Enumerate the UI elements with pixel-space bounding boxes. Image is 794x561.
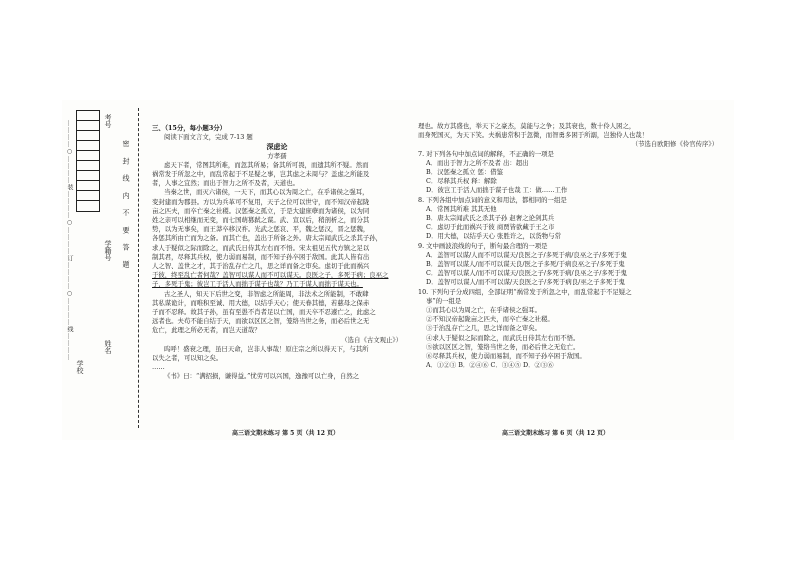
left-page-footer: 高三语文期末练习 第 5 页（共 12 页） [232, 430, 339, 437]
q10-item: ①而其心以为周之亡，在乎诸侯之强耳。 [426, 306, 542, 315]
passage-title: 深虑论 [266, 142, 288, 152]
seat-label: 学籍号 [104, 240, 112, 261]
q10-item: ④求人于疑似之际而除之，而武氏日侍其左右而不悟。 [426, 333, 580, 342]
passage-line-wavy: 于彼，终至乱亡者何哉？盖智可以谋人而不可以谋天。良医之子，多死于病；良巫之 [152, 271, 389, 280]
right-page-footer: 高三语文期末练习 第 6 页（共 12 页） [502, 430, 609, 437]
q10-item: ②不知汉帝起陇亩之匹夫，而卒亡秦之社稷。 [426, 315, 554, 324]
q10-item: ⑤欲以区区之智，笼络当世之务，而必后世之无危亡。 [426, 342, 580, 351]
binding-margin [62, 100, 150, 440]
q10-item: ③于治乱存亡之几，思之详而备之审矣。 [426, 324, 542, 333]
q8-option-d: D．用大德，以结乎天心 张胜许之，以货物与常 [426, 232, 561, 241]
q10-stem-cont: 事”的一组是 [426, 296, 462, 305]
passage2-line: 《书》曰：“满招损，谦得益。”忧劳可以兴国，逸豫可以亡身，自然之 [164, 372, 360, 381]
q8-option-b: B．唐太宗闻武氏之杀其子孙 赵奢之论剑其兵 [426, 214, 555, 223]
q9-option-b: B．盖智可以谋人/而不可以谋天良/医之子多死/于病良巫之子/多死于鬼 [426, 260, 625, 269]
passage2-line: 以失之者，可以知之矣。 [152, 354, 223, 363]
q7-option-a: A．而出于智力之所不及者 出：超出 [426, 158, 529, 167]
exam-number-boxes [76, 110, 100, 212]
cut-line: …………○…………装…………○…………订…………○…………线………… [66, 120, 73, 361]
q9-stem: 9. 文中画波浪线的句子，断句最合理的一项是 [418, 241, 548, 250]
passage2-line: 理也。故方其盛也，举天下之豪杰，莫能与之争；及其衰也，数十伶人困之， [418, 122, 636, 130]
passage-line: 亩之匹夫，而卒亡秦之社稷。汉惩秦之孤立，于是大建庶孽而为诸侯，以为同 [152, 206, 370, 215]
school-label: 学校 [76, 360, 84, 374]
q7-stem: 7. 对下列各句中加点词的解释，不正确的一项是 [418, 149, 554, 158]
passage-line: 者，人事之宜然；而出于智力之所不及者，天道也。 [152, 179, 299, 188]
left-page [152, 124, 402, 382]
passage-line: 各惩其所由亡而为之备。而其亡也，盖出于所备之外。唐太宗闻武氏之杀其子孙， [152, 234, 383, 243]
passage-line: 祸常发于所忽之中，而乱常起于不足疑之事，岂其虑之未周与？盖虑之所能及 [152, 170, 370, 179]
q7-option-d: D．彼岂工于活人而拙于谋子也哉 工：做……工作 [426, 186, 568, 195]
right-page [418, 122, 718, 370]
q10-item: ⑥尽释其兵权，使力弱而易制，而不知子孙卒困于敌国。 [426, 352, 586, 361]
fold-line [138, 108, 139, 428]
passage2-source: （节选自欧阳修《伶官传序》） [631, 140, 718, 149]
passage-line: 子而不忍释。故其子孙，虽有至愚不肖者足以亡国，而天卒不忍遽亡之，此虑之 [152, 308, 376, 317]
passage-source: （选自《古文观止》） [341, 335, 402, 344]
seal-notice: 密 封 线 内 不 要 答 题 [122, 140, 130, 272]
passage-line: 求人于疑似之际而除之，而武氏日侍其左右而不悟。宋太祖见五代方镇之足以 [152, 243, 370, 252]
passage-line: 姓之亲可以相继而无变，而七国萌篡弑之谋。武、宣以后，稍剖析之，而分其 [152, 216, 370, 225]
passage2-ellipsis: …… [152, 363, 165, 372]
q10-answers: A．①②③ B．②④⑥ C．③④⑤ D．②③⑥ [426, 361, 554, 370]
passage-line-wavy: 子，多死于鬼；彼岂工于活人而拙于谋子也哉？乃工于谋人而拙于谋天也。 [152, 280, 363, 289]
passage-line: 当秦之世，而灭六诸侯，一天下，而其心以为周之亡，在乎诸侯之强耳， [164, 188, 369, 197]
passage-author: 方孝孺 [267, 151, 287, 160]
q8-option-c: C．虑切于此而祸兴于彼 商贾皆欲藏于王之市 [426, 223, 555, 232]
q9-option-d: D．盖智可以谋人/而不可以谋/天良医之子/多死于病良/巫之子多死于鬼 [426, 278, 626, 287]
passage-line: 其私谋诡计，而唯积至诚、用大德，以结乎天心；使天眷其德，若慈母之保赤 [152, 298, 370, 307]
passage2-line: 呜呼！盛衰之理，虽曰天命，岂非人事哉！原庄宗之所以得天下，与其所 [164, 344, 369, 353]
q7-option-c: C．尽释其兵权 释：解除 [426, 177, 497, 186]
passage-line: 势，以为无事矣，而王莽卒移汉祚。光武之惩哀、平，魏之惩汉，晋之惩魏， [152, 225, 370, 234]
exam-sheet [62, 100, 734, 440]
passage-line: 人之智、盖世之才，其于治乱存亡之几，思之详而备之审矣。虑切于此而祸兴 [152, 262, 370, 271]
passage-line: 危亡，此理之所必无者，而岂天道哉？ [152, 326, 261, 335]
section-heading: 三、（15分，每小题3分） [152, 124, 227, 132]
name-label: 姓名 [104, 340, 112, 354]
q8-option-a: A．常图其所难 其其无他 [426, 204, 497, 213]
passage-line: 古之圣人，知天下后世之变，非智虑之所能周，非法术之所能制，不敢肆 [164, 289, 369, 298]
instruction: 阅读下面文言文，完成 7-13 题 [164, 133, 253, 142]
passage-line: 远者也。夫苟不能自结于天，而欲以区区之智，笼络当世之务，而必后世之无 [152, 317, 370, 326]
q8-stem: 8. 下列各组中加点词的意义和用法，都相同的一组是 [418, 195, 567, 204]
q9-option-a: A．盖智可以谋/人而不可以谋天/良医之子/多死于病/良巫之子/多死于鬼 [426, 250, 627, 259]
passage-line: 制其君，尽释其兵权，使力弱而易制，而不知子孙卒困于敌国。此其人皆有出 [152, 252, 370, 261]
q7-option-b: B．汉惩秦之孤立 惩：借鉴 [426, 168, 504, 177]
passage-line: 虑天下者，常图其所难，而忽其所易；备其所可畏，而遗其所不疑。然而 [164, 160, 369, 169]
passage2-line: 而身死国灭，为天下笑。夫祸患常积于忽微，而智勇多困于所溺，岂独伶人也哉！ [418, 131, 649, 140]
exam-label: 考号 [104, 114, 112, 128]
passage-line: 变封建而为郡县。方以为兵革可不复用，天子之位可以世守，而不知汉帝起陇 [152, 197, 370, 206]
q9-option-c: C．盖智可以谋人/而不可以谋天/良医之子/多死于病/良巫之子/多死于鬼 [426, 269, 627, 278]
q10-stem: 10. 下列句子分成四组，全部证明“祸常发于所忽之中，而乱常起于不足疑之 [418, 287, 632, 296]
